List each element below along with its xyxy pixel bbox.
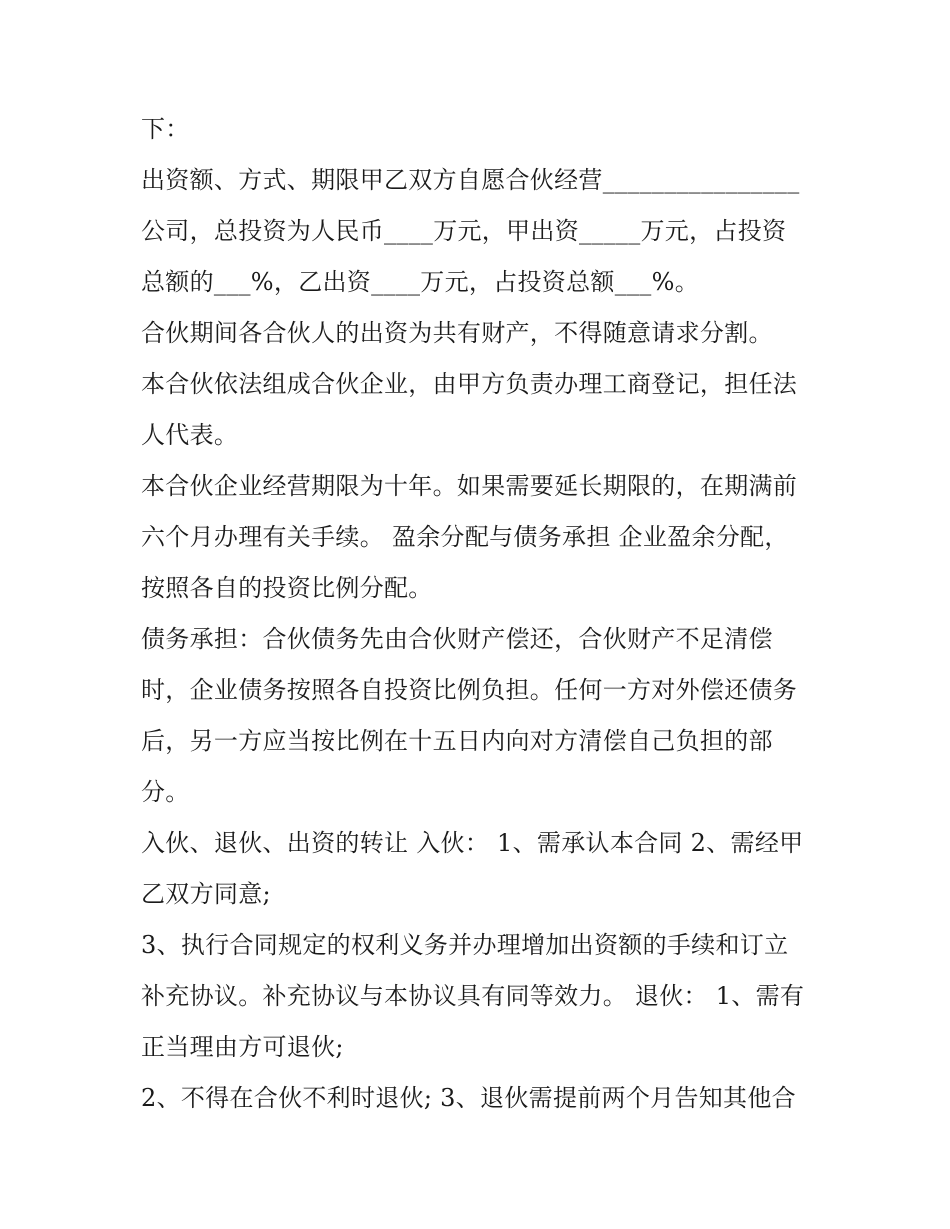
text-line: 补充协议。补充协议与本协议具有同等效力。 退伙： 1、需有	[141, 982, 805, 1010]
text-line: 2、不得在合伙不利时退伙; 3、退伙需提前两个月告知其他合	[141, 1084, 796, 1112]
text-line: 债务承担：合伙债务先由合伙财产偿还，合伙财产不足清偿	[141, 625, 773, 653]
text-line: 后，另一方应当按比例在十五日内向对方清偿自己负担的部	[141, 727, 773, 755]
text-line: 按照各自的投资比例分配。	[141, 574, 433, 602]
text-line: 乙双方同意;	[141, 880, 271, 908]
text-line: 合伙期间各合伙人的出资为共有财产，不得随意请求分割。	[141, 319, 773, 347]
text-line: 下：	[141, 115, 190, 143]
text-line: 公司，总投资为人民币____万元，甲出资_____万元，占投资	[141, 217, 787, 245]
text-line: 3、执行合同规定的权利义务并办理增加出资额的手续和订立	[141, 931, 789, 959]
text-line: 本合伙企业经营期限为十年。如果需要延长期限的，在期满前	[141, 472, 798, 500]
text-line: 出资额、方式、期限甲乙双方自愿合伙经营________________	[141, 166, 800, 194]
text-line: 分。	[141, 778, 190, 806]
text-line: 正当理由方可退伙;	[141, 1033, 344, 1061]
text-line: 人代表。	[141, 421, 239, 449]
text-line: 六个月办理有关手续。 盈余分配与债务承担 企业盈余分配，	[141, 523, 789, 551]
text-line: 总额的___%，乙出资____万元，占投资总额___%。	[141, 268, 700, 296]
text-line: 本合伙依法组成合伙企业，由甲方负责办理工商登记，担任法	[141, 370, 798, 398]
text-line: 入伙、退伙、出资的转让 入伙： 1、需承认本合同 2、需经甲	[141, 829, 804, 857]
document-body	[141, 104, 821, 1124]
text-line: 时，企业债务按照各自投资比例负担。任何一方对外偿还债务	[141, 676, 798, 704]
